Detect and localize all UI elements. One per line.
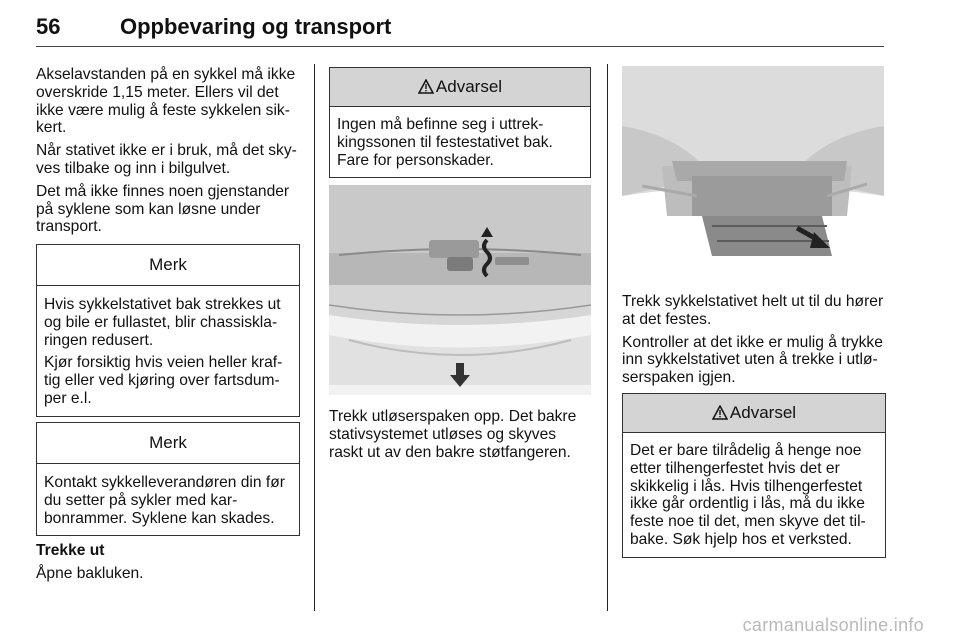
- warning-title: Advarsel: [729, 403, 797, 422]
- column-1: [36, 66, 300, 241]
- column-divider-1: [314, 64, 315, 611]
- warning-box: [329, 67, 591, 178]
- warning-title: Advarsel: [435, 77, 503, 96]
- watermark: carmanualsonline.info: [742, 615, 924, 635]
- paragraph: Det må ikke finnes noen gjenstander på syklene som kan løsne under transport.: [36, 182, 290, 236]
- note-title: Merk: [37, 423, 299, 464]
- warning-header: [330, 68, 590, 107]
- note-text: Kontakt sykkelleverandøren din før du setter på sykler med kar-bonrammer. Syklene kan skades.: [44, 474, 285, 527]
- paragraph: Åpne bakluken.: [36, 564, 144, 582]
- warning-text: Ingen må befinne seg i uttrek-kingssonen til festestativet bak. Fare for personskader.: [337, 116, 553, 169]
- note-title: Merk: [37, 245, 299, 286]
- note-text: Kjør forsiktig hvis veien heller kraf-tig eller ved kjøring over fartsdum-per e.l.: [44, 354, 283, 407]
- warning-header: [623, 394, 885, 433]
- subheading: Trekke ut: [36, 542, 105, 559]
- paragraph: Når stativet ikke er i bruk, må det sky-ves tilbake og inn i bilgulvet.: [36, 142, 297, 177]
- page-title: Oppbevaring og transport: [120, 14, 392, 39]
- page-number: 56: [36, 14, 61, 39]
- bike-carrier-illustration: [622, 66, 884, 276]
- page-header: [36, 6, 884, 47]
- note-text: Hvis sykkelstativet bak strekkes ut og bile er fullastet, blir chassiskla-ringen redusert.: [44, 296, 281, 349]
- warning-triangle-icon: [418, 70, 434, 108]
- caption: Trekk utløserspaken opp. Det bakre stativsystemet utløses og skyves raskt ut av den bakre støtfangeren.: [329, 408, 577, 461]
- rear-bumper-illustration: [329, 185, 591, 395]
- warning-box: [622, 393, 886, 558]
- column-3-text: [622, 293, 888, 392]
- paragraph: Kontroller at det ikke er mulig å trykke inn sykkelstativet uten å trekke i utlø-serspaken igjen.: [622, 333, 883, 387]
- paragraph: Trekk sykkelstativet helt ut til du hører at det festes.: [622, 293, 884, 328]
- extract-section: [36, 542, 300, 588]
- column-divider-2: [607, 64, 608, 611]
- warning-triangle-icon: [712, 396, 728, 434]
- warning-text: Det er bare tilrådelig å henge noe etter tilhengerfestet hvis det er skikkelig i lås. Hvis tilhengerfestet ikke går ordentlig i lås, må du ikke feste noe til det, men skyve det til-bake. Søk hjelp hos et verksted.: [630, 442, 866, 548]
- note-box-2: [36, 422, 300, 536]
- column-2-caption: [329, 408, 593, 466]
- note-box-1: [36, 244, 300, 417]
- paragraph: Akselavstanden på en sykkel må ikke overskride 1,15 meter. Ellers vil det ikke være mulig å feste sykkelen sik-kert.: [36, 66, 296, 137]
